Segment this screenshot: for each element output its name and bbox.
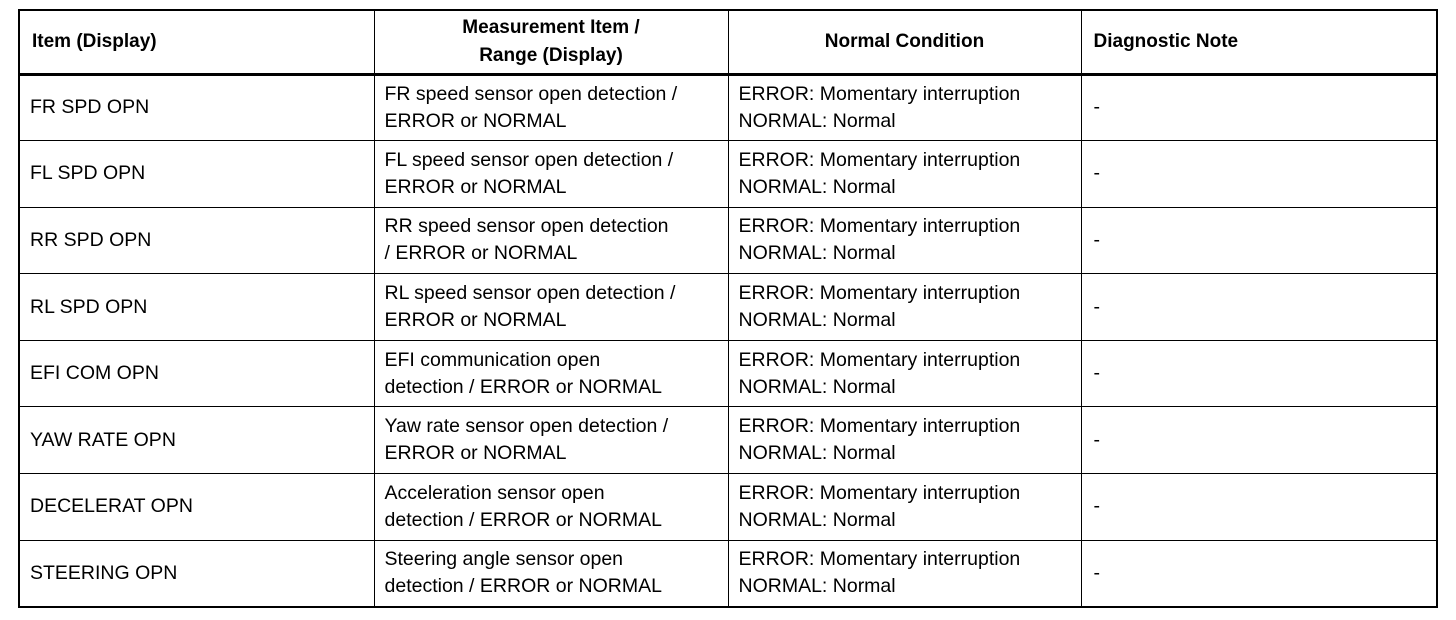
table-row xyxy=(19,74,1437,141)
measurement-item-cell xyxy=(374,340,728,407)
diagnostic-note-cell: - xyxy=(1081,474,1437,541)
normal-condition-line1: ERROR: Momentary interruption xyxy=(738,148,1021,171)
measurement-item-cell xyxy=(374,274,728,341)
normal-condition-cell xyxy=(728,474,1081,541)
diagnostic-data-table xyxy=(18,9,1438,608)
measurement-item-cell xyxy=(374,74,728,141)
table-row xyxy=(19,474,1437,541)
measurement-line1: Acceleration sensor open xyxy=(384,481,605,504)
normal-condition-line2: NORMAL: Normal xyxy=(738,242,896,265)
measurement-item-cell xyxy=(374,540,728,607)
measurement-line2: ERROR or NORMAL xyxy=(384,442,567,465)
diagnostic-note-cell: - xyxy=(1081,407,1437,474)
normal-condition-cell xyxy=(728,141,1081,208)
measurement-line1: FR speed sensor open detection / xyxy=(384,82,678,105)
item-display-cell: RR SPD OPN xyxy=(19,207,374,274)
normal-condition-line1: ERROR: Momentary interruption xyxy=(738,215,1021,238)
header-diagnostic-note: Diagnostic Note xyxy=(1081,10,1437,74)
table-row xyxy=(19,207,1437,274)
table-row xyxy=(19,407,1437,474)
table-row xyxy=(19,274,1437,341)
item-display-cell: RL SPD OPN xyxy=(19,274,374,341)
normal-condition-line2: NORMAL: Normal xyxy=(738,575,896,598)
measurement-line1: RL speed sensor open detection / xyxy=(384,282,676,305)
measurement-line2: detection / ERROR or NORMAL xyxy=(384,575,662,598)
diagnostic-note-cell: - xyxy=(1081,274,1437,341)
normal-condition-line1: ERROR: Momentary interruption xyxy=(738,282,1021,305)
normal-condition-line1: ERROR: Momentary interruption xyxy=(738,415,1021,438)
header-measurement-line2: Range (Display) xyxy=(479,44,623,66)
measurement-item-cell xyxy=(374,474,728,541)
normal-condition-line1: ERROR: Momentary interruption xyxy=(738,348,1021,371)
table-row xyxy=(19,141,1437,208)
diagnostic-note-cell: - xyxy=(1081,74,1437,141)
table-header-row xyxy=(19,10,1437,74)
table-row xyxy=(19,540,1437,607)
item-display-cell: EFI COM OPN xyxy=(19,340,374,407)
normal-condition-cell xyxy=(728,274,1081,341)
measurement-line1: Steering angle sensor open xyxy=(384,548,624,571)
measurement-line2: detection / ERROR or NORMAL xyxy=(384,375,662,398)
measurement-item-cell xyxy=(374,207,728,274)
measurement-line2: ERROR or NORMAL xyxy=(384,175,567,198)
measurement-item-cell xyxy=(374,141,728,208)
item-display-cell: FR SPD OPN xyxy=(19,74,374,141)
normal-condition-line2: NORMAL: Normal xyxy=(738,508,896,531)
measurement-line2: ERROR or NORMAL xyxy=(384,309,567,332)
measurement-line1: RR speed sensor open detection xyxy=(384,215,669,238)
normal-condition-line2: NORMAL: Normal xyxy=(738,175,896,198)
normal-condition-cell xyxy=(728,207,1081,274)
item-display-cell: FL SPD OPN xyxy=(19,141,374,208)
header-item-display: Item (Display) xyxy=(19,10,374,74)
header-normal-condition: Normal Condition xyxy=(728,10,1081,74)
header-measurement-line1: Measurement Item / xyxy=(462,16,640,38)
normal-condition-line1: ERROR: Momentary interruption xyxy=(738,82,1021,105)
diagnostic-note-cell: - xyxy=(1081,540,1437,607)
header-measurement-item xyxy=(374,10,728,74)
table-body xyxy=(19,74,1437,607)
normal-condition-cell xyxy=(728,340,1081,407)
measurement-line2: / ERROR or NORMAL xyxy=(384,242,578,265)
diagnostic-note-cell: - xyxy=(1081,340,1437,407)
measurement-line2: detection / ERROR or NORMAL xyxy=(384,508,662,531)
normal-condition-cell xyxy=(728,74,1081,141)
measurement-item-cell xyxy=(374,407,728,474)
normal-condition-line2: NORMAL: Normal xyxy=(738,309,896,332)
table-row xyxy=(19,340,1437,407)
normal-condition-line2: NORMAL: Normal xyxy=(738,109,896,132)
diagnostic-note-cell: - xyxy=(1081,141,1437,208)
normal-condition-line2: NORMAL: Normal xyxy=(738,442,896,465)
normal-condition-line1: ERROR: Momentary interruption xyxy=(738,481,1021,504)
measurement-line2: ERROR or NORMAL xyxy=(384,109,567,132)
measurement-line1: FL speed sensor open detection / xyxy=(384,148,674,171)
normal-condition-cell xyxy=(728,407,1081,474)
item-display-cell: DECELERAT OPN xyxy=(19,474,374,541)
normal-condition-cell xyxy=(728,540,1081,607)
item-display-cell: YAW RATE OPN xyxy=(19,407,374,474)
item-display-cell: STEERING OPN xyxy=(19,540,374,607)
normal-condition-line1: ERROR: Momentary interruption xyxy=(738,548,1021,571)
measurement-line1: Yaw rate sensor open detection / xyxy=(384,415,669,438)
normal-condition-line2: NORMAL: Normal xyxy=(738,375,896,398)
measurement-line1: EFI communication open xyxy=(384,348,601,371)
diagnostic-note-cell: - xyxy=(1081,207,1437,274)
